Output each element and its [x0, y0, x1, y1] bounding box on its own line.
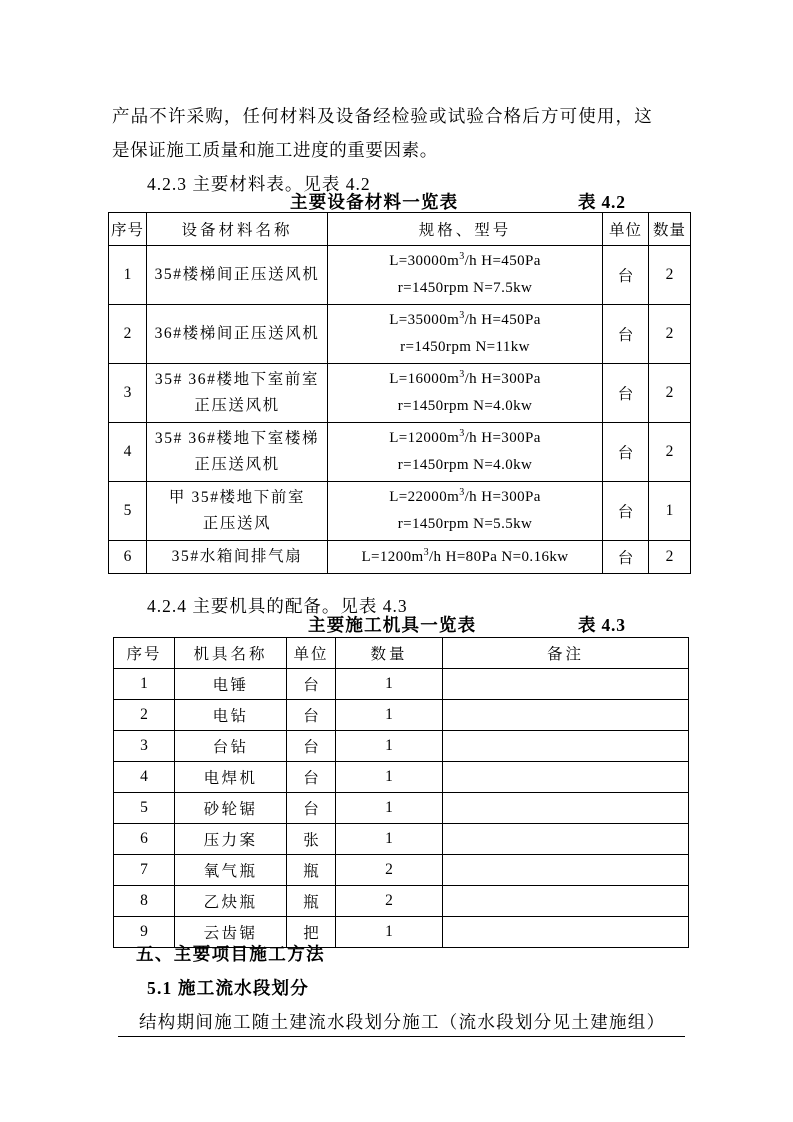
row-qty: 1 — [336, 731, 443, 762]
row-seq: 6 — [114, 824, 175, 855]
row-unit: 把 — [287, 917, 336, 948]
row-spec-post: /h H=300Pa — [464, 430, 541, 446]
row-unit: 台 — [603, 541, 649, 574]
row-note — [443, 824, 689, 855]
table-row — [114, 855, 689, 886]
row-name — [147, 246, 328, 305]
row-qty: 1 — [336, 700, 443, 731]
row-qty: 2 — [649, 541, 691, 574]
row-name: 电焊机 — [175, 762, 287, 793]
row-name — [147, 423, 328, 482]
row-spec-post: /h H=80Pa N=0.16kw — [428, 548, 569, 565]
row-qty: 1 — [336, 917, 443, 948]
row-qty: 1 — [649, 482, 691, 541]
row-spec-pre: L=30000m — [389, 253, 460, 269]
table-43-header-seq: 序号 — [114, 638, 175, 669]
footer-divider — [118, 1036, 685, 1037]
section-heading-4-2-4: 4.2.4 主要机具的配备。见表 4.3 — [147, 596, 408, 616]
section-heading-4-2-3: 4.2.3 主要材料表。见表 4.2 — [147, 174, 371, 194]
row-unit: 台 — [603, 423, 649, 482]
row-name: 电钻 — [175, 700, 287, 731]
row-spec-superscript: 3 — [459, 369, 465, 380]
row-unit: 瓶 — [287, 855, 336, 886]
row-spec-superscript: 3 — [459, 428, 465, 439]
row-seq: 4 — [114, 762, 175, 793]
table-42-header-name: 设备材料名称 — [147, 213, 328, 246]
row-qty: 2 — [336, 855, 443, 886]
row-name: 台钻 — [175, 731, 287, 762]
table-42-header-spec: 规格、型号 — [328, 213, 603, 246]
row-unit: 台 — [287, 793, 336, 824]
row-name: 云齿锯 — [175, 917, 287, 948]
row-spec — [328, 246, 603, 305]
row-note — [443, 731, 689, 762]
row-unit: 台 — [603, 305, 649, 364]
table-row — [114, 886, 689, 917]
table-row — [109, 541, 691, 574]
row-spec-line-2: r=1450rpm N=4.0kw — [397, 398, 533, 414]
row-unit: 台 — [287, 700, 336, 731]
row-seq: 6 — [109, 541, 147, 574]
row-unit: 台 — [287, 731, 336, 762]
table-row — [114, 762, 689, 793]
row-spec-pre: L=1200m — [361, 548, 424, 565]
table-43-header-note: 备注 — [443, 638, 689, 669]
row-spec-line-1 — [389, 430, 541, 446]
table-row — [114, 824, 689, 855]
row-spec-line-1 — [389, 253, 541, 269]
table-43-number: 表 4.3 — [578, 615, 626, 635]
intro-paragraph-line-1: 产品不许采购，任何材料及设备经检验或试验合格后方可使用，这 — [112, 106, 653, 126]
row-spec — [328, 423, 603, 482]
row-spec-line-1 — [389, 371, 541, 387]
row-name — [147, 541, 328, 574]
table-42-header-seq: 序号 — [109, 213, 147, 246]
section-5-1-paragraph: 结构期间施工随土建流水段划分施工（流水段划分见土建施组） — [139, 1012, 666, 1032]
row-spec-line-1 — [389, 312, 541, 328]
row-spec-pre: L=16000m — [389, 371, 460, 387]
table-43-header-qty: 数量 — [336, 638, 443, 669]
row-name-line-1: 35# 36#楼地下室前室 — [154, 371, 320, 388]
row-seq: 7 — [114, 855, 175, 886]
row-spec-line-2: r=1450rpm N=11kw — [400, 339, 530, 355]
row-name: 乙炔瓶 — [175, 886, 287, 917]
table-43-header-row — [114, 638, 689, 669]
table-row — [109, 305, 691, 364]
row-seq: 3 — [109, 364, 147, 423]
row-name: 砂轮锯 — [175, 793, 287, 824]
table-row — [109, 364, 691, 423]
row-qty: 1 — [336, 762, 443, 793]
row-spec-superscript: 3 — [459, 310, 465, 321]
row-note — [443, 669, 689, 700]
row-spec — [328, 364, 603, 423]
table-42-header-qty: 数量 — [649, 213, 691, 246]
row-unit: 张 — [287, 824, 336, 855]
section-heading-5: 五、主要项目施工方法 — [136, 944, 325, 964]
table-row — [114, 793, 689, 824]
row-name — [147, 305, 328, 364]
table-43-header-unit: 单位 — [287, 638, 336, 669]
row-spec-line-2: r=1450rpm N=4.0kw — [397, 457, 533, 473]
table-row — [109, 482, 691, 541]
equipment-material-table — [108, 212, 691, 574]
row-spec-superscript: 3 — [423, 546, 429, 558]
row-seq: 5 — [109, 482, 147, 541]
row-spec — [328, 305, 603, 364]
intro-paragraph-line-2: 是保证施工质量和施工进度的重要因素。 — [112, 140, 438, 160]
row-seq: 9 — [114, 917, 175, 948]
row-name-line-2: 正压送风机 — [194, 456, 280, 473]
row-qty: 2 — [649, 423, 691, 482]
row-spec-line-2: r=1450rpm N=7.5kw — [397, 280, 533, 296]
row-note — [443, 700, 689, 731]
row-seq: 1 — [109, 246, 147, 305]
table-42-number: 表 4.2 — [578, 192, 626, 212]
table-43-header-name: 机具名称 — [175, 638, 287, 669]
row-name — [147, 364, 328, 423]
row-qty: 2 — [336, 886, 443, 917]
row-unit: 台 — [287, 762, 336, 793]
row-spec-post: /h H=300Pa — [464, 489, 541, 505]
table-42-caption: 主要设备材料一览表 — [290, 192, 459, 212]
row-spec-line-1 — [389, 489, 541, 505]
construction-tools-table — [113, 637, 689, 948]
table-42-header-row — [109, 213, 691, 246]
row-seq: 3 — [114, 731, 175, 762]
row-name-line-1: 甲 35#楼地下前室 — [168, 489, 306, 506]
row-unit: 台 — [287, 669, 336, 700]
row-name-line-2: 正压送风 — [202, 515, 272, 532]
row-seq: 2 — [114, 700, 175, 731]
table-row — [109, 423, 691, 482]
row-seq: 8 — [114, 886, 175, 917]
row-qty: 2 — [649, 364, 691, 423]
row-note — [443, 917, 689, 948]
row-name-line-2: 正压送风机 — [194, 397, 280, 414]
row-note — [443, 886, 689, 917]
table-42-header-unit: 单位 — [603, 213, 649, 246]
section-heading-5-1: 5.1 施工流水段划分 — [147, 978, 309, 998]
row-spec-pre: L=12000m — [389, 430, 460, 446]
row-seq: 1 — [114, 669, 175, 700]
row-spec-post: /h H=450Pa — [464, 312, 541, 328]
row-seq: 2 — [109, 305, 147, 364]
row-unit: 台 — [603, 364, 649, 423]
row-qty: 1 — [336, 824, 443, 855]
row-spec-line-1 — [361, 546, 569, 565]
row-name — [147, 482, 328, 541]
row-note — [443, 762, 689, 793]
row-spec-superscript: 3 — [459, 251, 465, 262]
row-name: 压力案 — [175, 824, 287, 855]
row-unit: 台 — [603, 482, 649, 541]
table-row — [109, 246, 691, 305]
row-qty: 2 — [649, 305, 691, 364]
row-spec-line-2: r=1450rpm N=5.5kw — [397, 516, 533, 532]
row-spec-superscript: 3 — [459, 487, 465, 498]
row-seq: 5 — [114, 793, 175, 824]
row-name: 电锤 — [175, 669, 287, 700]
table-43-caption: 主要施工机具一览表 — [308, 615, 477, 635]
row-name-line-1: 35#水箱间排气扇 — [171, 548, 303, 565]
row-name-line-1: 35#楼梯间正压送风机 — [154, 266, 320, 283]
row-unit: 台 — [603, 246, 649, 305]
row-spec-pre: L=22000m — [389, 489, 460, 505]
row-note — [443, 793, 689, 824]
row-qty: 1 — [336, 793, 443, 824]
row-spec — [328, 482, 603, 541]
row-spec-pre: L=35000m — [389, 312, 460, 328]
row-qty: 1 — [336, 669, 443, 700]
row-spec-post: /h H=300Pa — [464, 371, 541, 387]
table-row — [114, 731, 689, 762]
row-name-line-1: 35# 36#楼地下室楼梯 — [154, 430, 320, 447]
row-name-line-1: 36#楼梯间正压送风机 — [154, 325, 320, 342]
table-row — [114, 700, 689, 731]
row-qty: 2 — [649, 246, 691, 305]
row-spec — [328, 541, 603, 574]
row-name: 氧气瓶 — [175, 855, 287, 886]
row-note — [443, 855, 689, 886]
table-row — [114, 669, 689, 700]
row-seq: 4 — [109, 423, 147, 482]
row-unit: 瓶 — [287, 886, 336, 917]
row-spec-post: /h H=450Pa — [464, 253, 541, 269]
